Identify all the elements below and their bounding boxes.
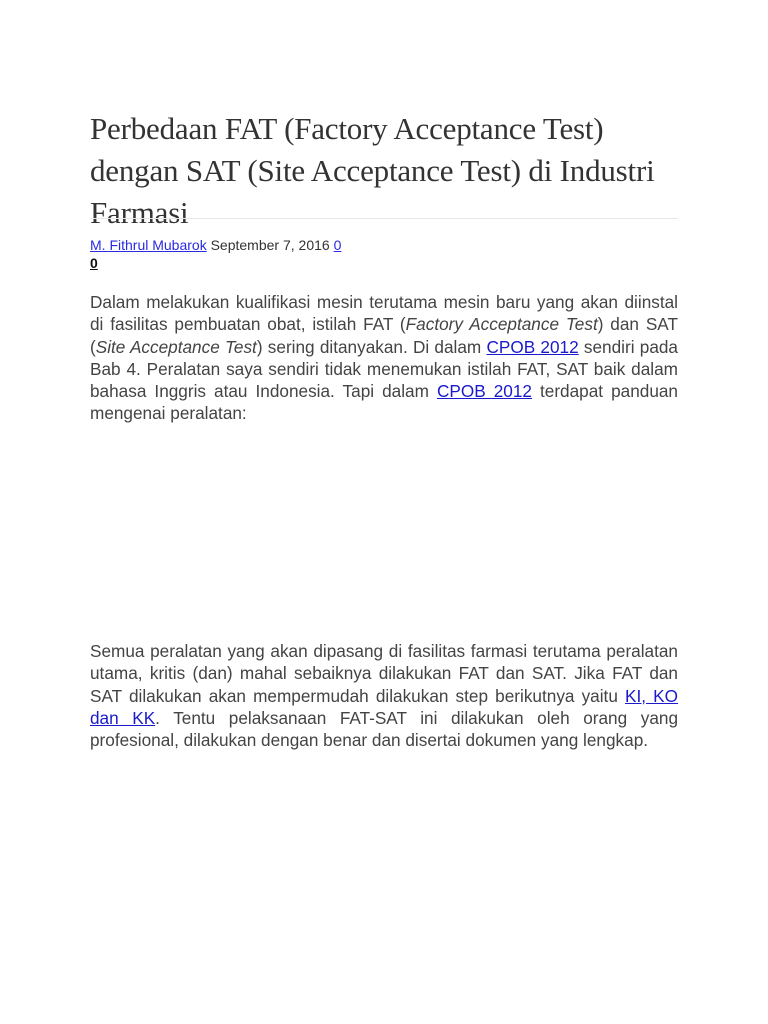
title-divider bbox=[90, 218, 678, 219]
post-date: September 7, 2016 bbox=[210, 237, 330, 253]
cpob-2012-link[interactable]: CPOB 2012 bbox=[486, 336, 579, 357]
para1-text-5: terdapat panduan mengenai peralatan: bbox=[90, 381, 678, 424]
cpob-2012-link-2[interactable]: CPOB 2012 bbox=[436, 381, 532, 402]
article-meta bbox=[90, 236, 678, 272]
ki-ko-kk-link[interactable]: KI, KO dan KK bbox=[90, 685, 679, 728]
paragraph-intro bbox=[90, 291, 678, 425]
para1-text-1: Dalam melakukan kualifikasi mesin terutama mesin baru yang akan diinstal di fasilitas pembuatan obat, istilah FAT ( bbox=[90, 292, 678, 335]
para2-text-2: . Tentu pelaksanaan FAT-SAT ini dilakukan oleh orang yang profesional, dilakukan dengan benar dan disertai dokumen yang lengkap. bbox=[90, 707, 678, 751]
para1-italic-sat: Site Acceptance Test bbox=[95, 336, 257, 357]
para1-text-2: ) dan SAT ( bbox=[90, 314, 678, 357]
author-link[interactable]: M. Fithrul Mubarok bbox=[90, 237, 207, 253]
para1-italic-fat: Factory Acceptance Test bbox=[405, 314, 598, 335]
article bbox=[90, 0, 678, 1024]
para1-text-4: sendiri pada Bab 4. Peralatan saya sendiri tidak menemukan istilah FAT, SAT baik dalam bahasa Inggris atau Indonesia. Tapi dalam bbox=[90, 336, 678, 402]
comment-count-link[interactable]: 0 bbox=[333, 237, 342, 253]
para2-text-1: Semua peralatan yang akan dipasang di fasilitas farmasi terutama peralatan utama, kritis (dan) mahal sebaiknya dilakukan FAT dan SAT. Jika FAT dan SAT dilakukan akan mempermudah dilakukan step berikutnya yaitu bbox=[90, 641, 678, 706]
article-title: Perbedaan FAT (Factory Acceptance Test) dengan SAT (Site Acceptance Test) di Industri Farmasi bbox=[90, 111, 655, 230]
paragraph-body bbox=[90, 640, 678, 751]
para1-text-3: ) sering ditanyakan. Di dalam bbox=[256, 336, 487, 357]
comment-count-bold[interactable]: 0 bbox=[90, 255, 98, 271]
